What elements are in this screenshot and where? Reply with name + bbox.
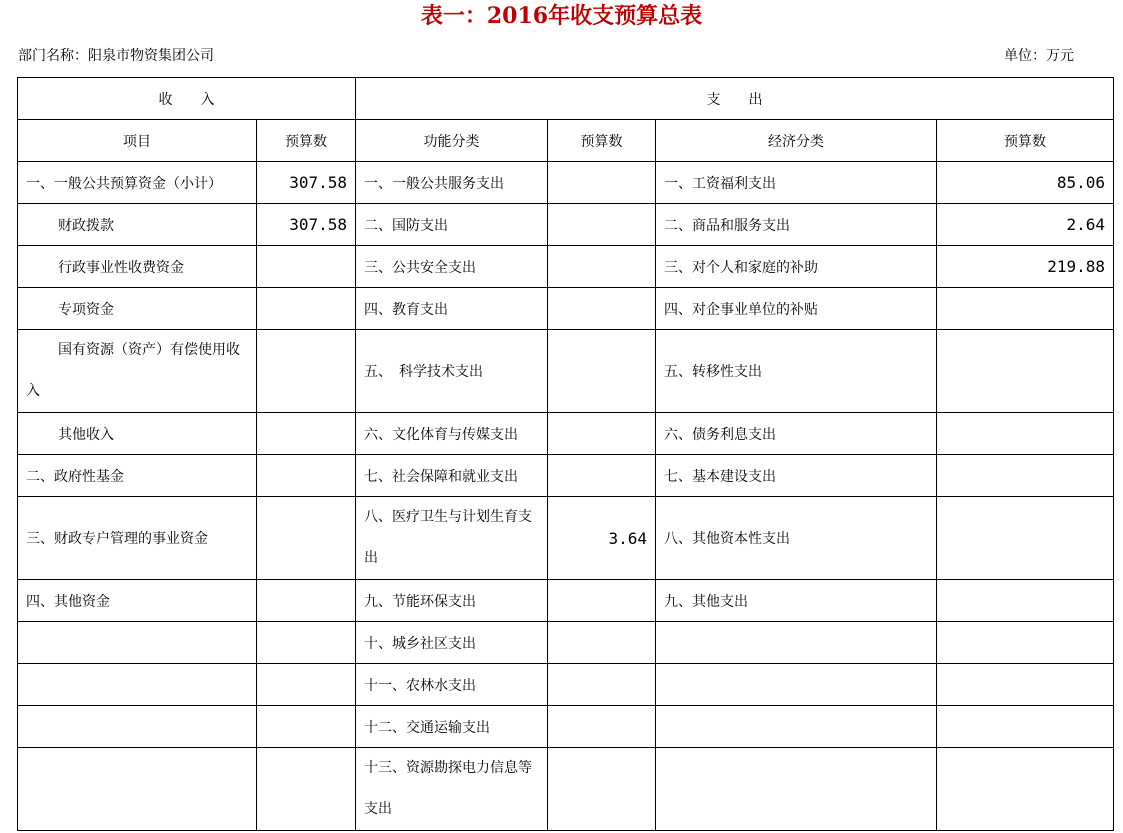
income-amount (257, 706, 356, 748)
functional-amount (548, 288, 656, 330)
income-section-header: 收 入 (18, 78, 356, 120)
economic-item: 七、基本建设支出 (656, 455, 937, 497)
economic-item: 六、债务利息支出 (656, 413, 937, 455)
income-amount (257, 246, 356, 288)
economic-amount (937, 622, 1114, 664)
income-item (18, 622, 257, 664)
economic-budget-header: 预算数 (937, 120, 1114, 162)
functional-amount (548, 413, 656, 455)
income-item: 财政拨款 (18, 204, 257, 246)
functional-item: 五、 科学技术支出 (356, 330, 548, 413)
section-header-row (18, 78, 1114, 120)
economic-item: 二、商品和服务支出 (656, 204, 937, 246)
expense-section-header: 支 出 (356, 78, 1114, 120)
economic-item: 一、工资福利支出 (656, 162, 937, 204)
economic-item: 八、其他资本性支出 (656, 497, 937, 580)
economic-amount (937, 580, 1114, 622)
table-row (18, 330, 1114, 413)
income-item (18, 706, 257, 748)
economic-amount (937, 288, 1114, 330)
income-amount: 307.58 (257, 162, 356, 204)
table-row (18, 413, 1114, 455)
budget-table (17, 77, 1114, 831)
economic-amount (937, 706, 1114, 748)
table-row (18, 204, 1114, 246)
table-row (18, 162, 1114, 204)
economic-amount (937, 748, 1114, 831)
economic-amount: 2.64 (937, 204, 1114, 246)
table-row (18, 622, 1114, 664)
economic-item: 九、其他支出 (656, 580, 937, 622)
functional-item: 九、节能环保支出 (356, 580, 548, 622)
functional-item: 二、国防支出 (356, 204, 548, 246)
page-title: 表一：2016年收支预算总表 (420, 3, 703, 29)
income-amount (257, 413, 356, 455)
functional-amount (548, 330, 656, 413)
economic-amount (937, 330, 1114, 413)
income-amount (257, 748, 356, 831)
income-amount (257, 622, 356, 664)
income-item: 专项资金 (18, 288, 257, 330)
economic-item (656, 622, 937, 664)
unit-label: 单位：万元 (1004, 48, 1074, 64)
functional-item: 一、一般公共服务支出 (356, 162, 548, 204)
table-row (18, 748, 1114, 831)
income-amount (257, 455, 356, 497)
income-budget-header: 预算数 (257, 120, 356, 162)
income-amount (257, 288, 356, 330)
functional-class-header: 功能分类 (356, 120, 548, 162)
economic-amount (937, 664, 1114, 706)
economic-amount: 219.88 (937, 246, 1114, 288)
functional-amount (548, 664, 656, 706)
table-row (18, 664, 1114, 706)
table-row (18, 497, 1114, 580)
economic-item (656, 748, 937, 831)
table-row (18, 455, 1114, 497)
functional-amount (548, 706, 656, 748)
income-item: 国有资源（资产）有偿使用收入 (18, 330, 257, 413)
functional-item: 六、文化体育与传媒支出 (356, 413, 548, 455)
functional-amount (548, 246, 656, 288)
functional-amount (548, 580, 656, 622)
economic-item: 三、对个人和家庭的补助 (656, 246, 937, 288)
income-item: 一、一般公共预算资金（小计） (18, 162, 257, 204)
item-header: 项目 (18, 120, 257, 162)
functional-amount (548, 204, 656, 246)
functional-item: 十三、资源勘探电力信息等支出 (356, 748, 548, 831)
economic-amount (937, 497, 1114, 580)
income-item: 三、财政专户管理的事业资金 (18, 497, 257, 580)
table-row (18, 246, 1114, 288)
department-name: 部门名称：阳泉市物资集团公司 (18, 48, 214, 64)
table-row (18, 706, 1114, 748)
functional-amount (548, 162, 656, 204)
table-row (18, 580, 1114, 622)
functional-item: 四、教育支出 (356, 288, 548, 330)
functional-item: 十一、农林水支出 (356, 664, 548, 706)
functional-item: 十二、交通运输支出 (356, 706, 548, 748)
income-item: 二、政府性基金 (18, 455, 257, 497)
functional-amount (548, 622, 656, 664)
economic-item (656, 706, 937, 748)
income-amount (257, 330, 356, 413)
income-item (18, 664, 257, 706)
functional-amount (548, 455, 656, 497)
functional-item: 八、医疗卫生与计划生育支出 (356, 497, 548, 580)
income-item: 行政事业性收费资金 (18, 246, 257, 288)
economic-item (656, 664, 937, 706)
economic-item: 四、对企事业单位的补贴 (656, 288, 937, 330)
income-item: 其他收入 (18, 413, 257, 455)
economic-amount (937, 413, 1114, 455)
functional-item: 七、社会保障和就业支出 (356, 455, 548, 497)
income-item (18, 748, 257, 831)
economic-class-header: 经济分类 (656, 120, 937, 162)
functional-amount: 3.64 (548, 497, 656, 580)
economic-item: 五、转移性支出 (656, 330, 937, 413)
income-amount (257, 664, 356, 706)
income-amount: 307.58 (257, 204, 356, 246)
functional-budget-header: 预算数 (548, 120, 656, 162)
income-amount (257, 580, 356, 622)
economic-amount: 85.06 (937, 162, 1114, 204)
economic-amount (937, 455, 1114, 497)
income-amount (257, 497, 356, 580)
income-item: 四、其他资金 (18, 580, 257, 622)
functional-item: 三、公共安全支出 (356, 246, 548, 288)
functional-amount (548, 748, 656, 831)
functional-item: 十、城乡社区支出 (356, 622, 548, 664)
column-header-row (18, 120, 1114, 162)
table-row (18, 288, 1114, 330)
